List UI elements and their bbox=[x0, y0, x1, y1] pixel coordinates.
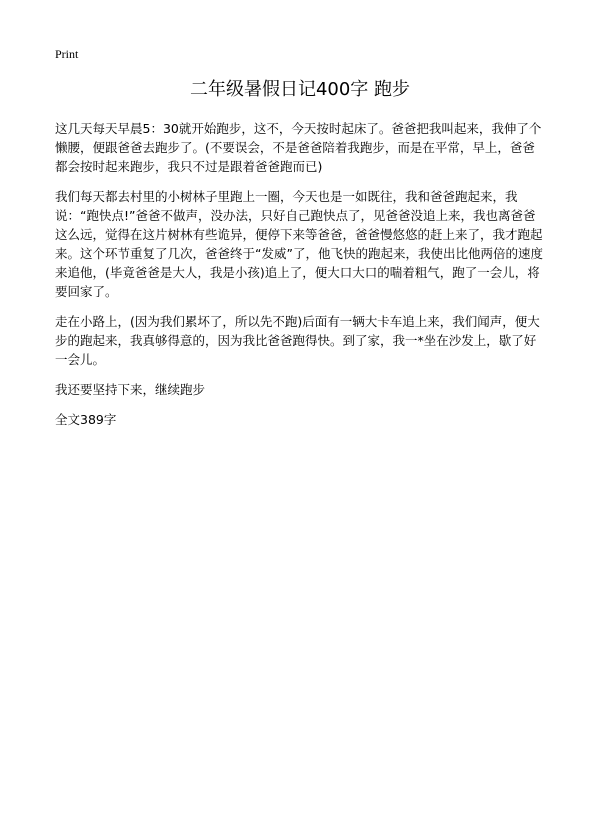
paragraph-1: 这几天每天早晨5：30就开始跑步，这不，今天按时起床了。爸爸把我叫起来，我伸了个懒腰，便跟爸爸去跑步了。(不要误会，不是爸爸陪着我跑步，而是在平常，早上，爸爸都会按时起来跑步，我只不过是跟着爸爸跑而已) bbox=[55, 121, 542, 174]
article-body bbox=[55, 119, 547, 440]
paragraph-4: 我还要坚持下来，继续跑步 bbox=[55, 382, 206, 397]
paragraph-2: 我们每天都去村里的小树林子里跑上一圈，今天也是一如既往，我和爸爸跑起来，我说：“跑快点!”爸爸不做声，没办法，只好自己跑快点了，见爸爸没追上来，我也离爸爸这么远，觉得在这片树林有些诡异，便停下来等爸爸，爸爸慢悠悠的赶上来了，我才跑起来。这个环节重复了几次，爸爸终于“发威”了，他飞快的跑起来，我使出比他两倍的速度来追他，(毕竟爸爸是大人，我是小孩)追上了，便大口大口的喘着粗气，跑了一会儿，将要回家了。 bbox=[55, 189, 543, 299]
paragraph-3: 走在小路上，(因为我们累坏了，所以先不跑)后面有一辆大卡车追上来，我们闻声，便大步的跑起来，我真够得意的，因为我比爸爸跑得快。到了家，我一*坐在沙发上，歇了好一会儿。 bbox=[55, 314, 540, 367]
page-title: 二年级暑假日记400字 跑步 bbox=[189, 79, 411, 100]
print-link[interactable]: Print bbox=[55, 47, 79, 61]
word-count: 全文389字 bbox=[55, 412, 117, 427]
